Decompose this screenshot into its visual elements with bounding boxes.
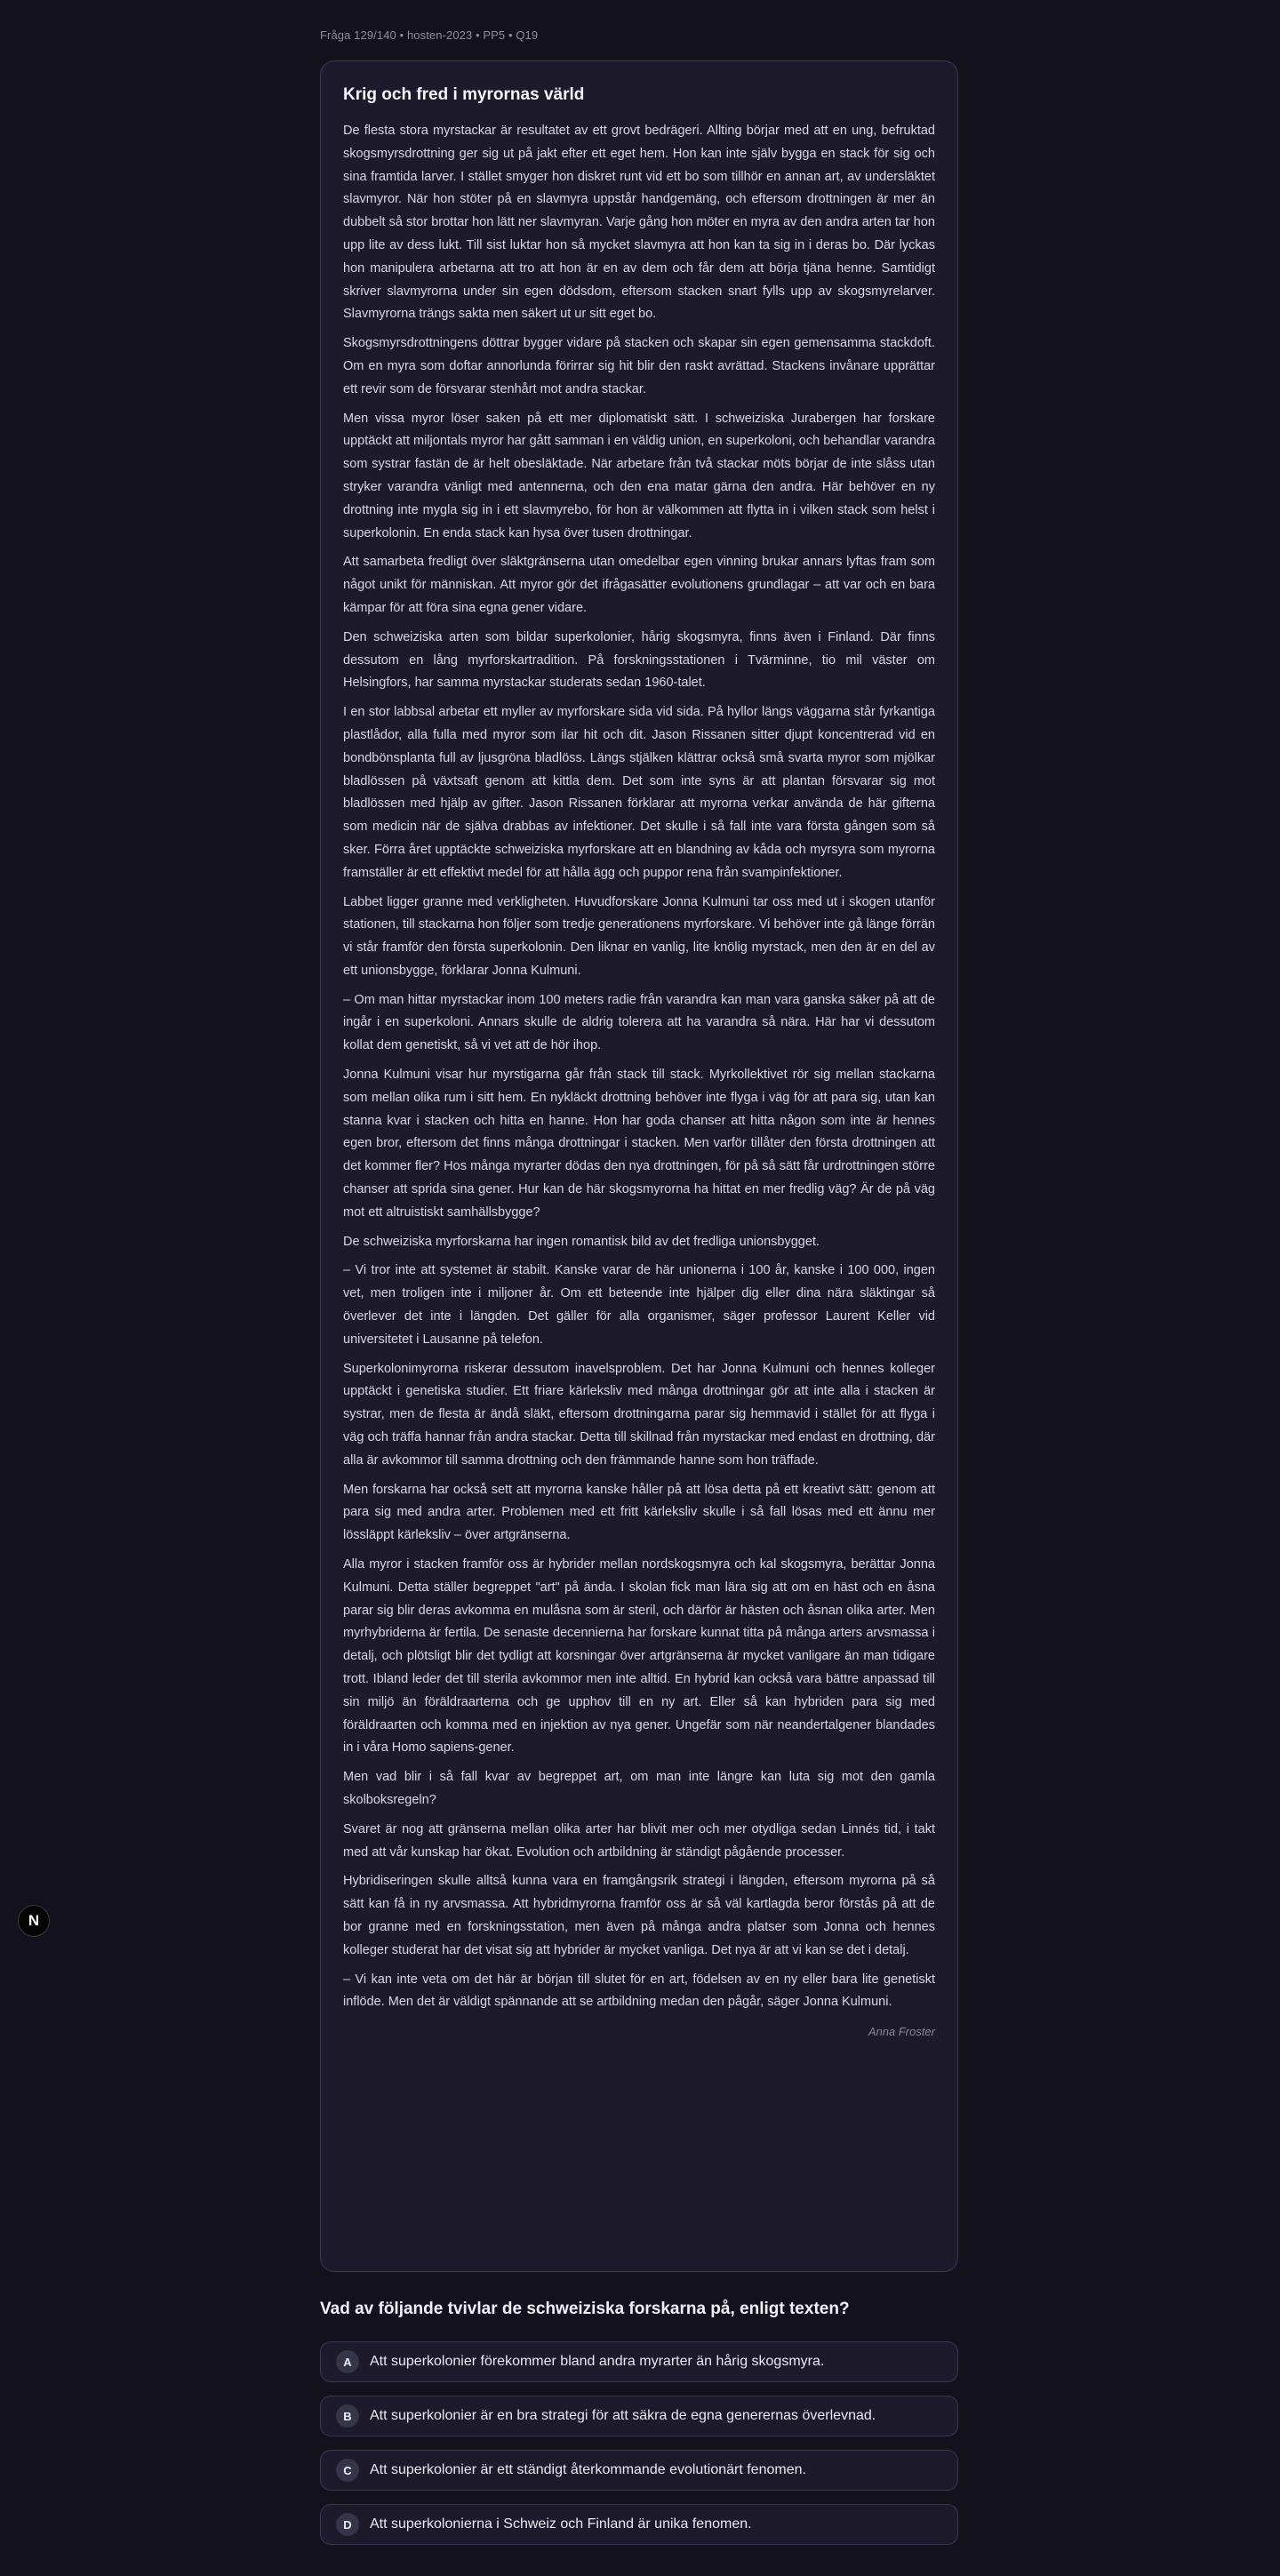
article-paragraph: Skogsmyrsdrottningens döttrar bygger vidare på stacken och skapar sin egen gemensamma stackdoft. Om en myra som doftar annorlunda förirrar sig hit blir den raskt avrättad. Stackens invånare upprättar ett revir som de försvarar stenhårt mot andra stackar. bbox=[343, 336, 935, 396]
option-text: Att superkolonierna i Schweiz och Finland är unika fenomen. bbox=[370, 2516, 752, 2532]
article-paragraph: – Vi kan inte veta om det här är början till slutet för en art, födelsen av en ny eller bara lite genetiskt inflöde. Men det är väldigt spännande att se artbildning medan den pågår, säger Jonna Kulmuni. bbox=[343, 1972, 935, 2010]
article-paragraph: Men vissa myror löser saken på ett mer diplomatiskt sätt. I schweiziska Jurabergen har forskare upptäckt att miljontals myror har gått samman i en väldig union, en superkoloni, och behandlar varandra som systrar fastän de är helt obesläktade. När arbetare från två stackar möts börjar de inte slåss utan stryker varandra vänligt med antennerna, och den ena matar gärna den andra. Här behöver en ny drottning inte mygla sig in i ett slavmyrebo, för hon är välkommen att flytta in i vilken stack som helst i superkolonin. En enda stack kan hysa över tusen drottningar. bbox=[343, 411, 935, 540]
article-paragraph: Jonna Kulmuni visar hur myrstigarna går från stack till stack. Myrkollektivet rör sig mellan stackarna som mellan olika rum i sitt hem. En nykläckt drottning behöver inte flyga i väg för att para sig, utan kan stanna kvar i stacken och hitta en hanne. Hon har goda chanser att hitta någon som inte är hennes egen bror, eftersom det finns många drottningar i stacken. Men varför tillåter den första drottningen att det kommer fler? Hos många myrarter dödas den nya drottningen, för på så sätt får urdrottningen större chanser att sprida sina gener. Hur kan de här skogsmyrorna ha hittat en mer fredlig väg? Är de på väg mot ett altruistiskt samhällsbygge? bbox=[343, 1068, 935, 1220]
option-text: Att superkolonier förekommer bland andra myrarter än hårig skogsmyra. bbox=[370, 2354, 825, 2369]
option-text: Att superkolonier är ett ständigt återkommande evolutionärt fenomen. bbox=[370, 2462, 806, 2477]
app-logo-icon[interactable]: N bbox=[18, 1905, 50, 1937]
article-title: Krig och fred i myrornas värld bbox=[343, 85, 585, 104]
article-paragraph: – Om man hittar myrstackar inom 100 meters radie från varandra kan man vara ganska säker på att de ingår i en superkoloni. Annars skulle de aldrig tolerera att ha varandra så nära. Här har vi dessutom kollat dem genetiskt, så vi vet att de hör ihop. bbox=[343, 992, 935, 1053]
article-paragraph: Alla myror i stacken framför oss är hybrider mellan nordskogsmyra och kal skogsmyra, berättar Jonna Kulmuni. Detta ställer begreppet "art" på ända. I skolan fick man lära sig att om en häst och en åsna parar sig blir deras avkomma en mulåsna som är steril, och därför är hästen och åsnan olika arter. Men myrhybriderna är fertila. De senaste decennierna har forskare kunnat titta på många arters arvsmassa i detalj, och plötsligt blir det tydligt att korsningar över artgränserna är mycket vanligare än man tidigare trott. Ibland leder det till sterila avkommor men inte alltid. En hybrid kan också vara bättre anpassad till sin miljö än föräldraarterna och ge upphov till en ny art. Eller så kan hybriden para sig med föräldraarten och komma med en injektion av nya gener. Ungefär som när neandertalgener blandades in i våra Homo sapiens-gener. bbox=[343, 1557, 935, 1756]
article-card bbox=[320, 60, 958, 2272]
answer-option-c[interactable] bbox=[320, 2450, 958, 2491]
article-paragraph: De flesta stora myrstackar är resultatet av ett grovt bedrägeri. Allting börjar med att en ung, befruktad skogsmyrsdrottning ger sig ut på jakt efter ett eget hem. Hon kan inte själv bygga en stack för sig och sina framtida larver. I stället smyger hon diskret runt vid ett bo som tillhör en annan art, av undersläktet slavmyror. När hon stöter på en slavmyra uppstår handgemäng, och eftersom drottningen är mer än dubbelt så stor brottar hon lätt ner slavmyran. Varje gång hon möter en myra av den andra arten tar hon upp lite av dess lukt. Till sist luktar hon så mycket slavmyra att hon kan ta sig in i deras bo. Där lyckas hon manipulera arbetarna att tro att hon är en av dem och får dem att börja tjäna henne. Samtidigt skriver slavmyrorna under sin egen dödsdom, eftersom stacken snart fylls upp av skogsmyrelarver. Slavmyrorna trängs sakta men säkert ut ur sitt eget bo. bbox=[343, 124, 935, 322]
question-meta: Fråga 129/140 • hosten-2023 • PP5 • Q19 bbox=[320, 28, 539, 42]
article-paragraph: Labbet ligger granne med verkligheten. Huvudforskare Jonna Kulmuni tar oss med ut i skogen utanför stationen, till stackarna hon följer som tredje generationens myrforskare. Vi behöver inte gå länge förrän vi står framför den första superkolonin. Den liknar en vanlig, lite knölig myrstack, men den är en del av ett unionsbygge, förklarar Jonna Kulmuni. bbox=[343, 894, 935, 978]
article-paragraph: Svaret är nog att gränserna mellan olika arter har blivit mer och mer otydliga sedan Linnés tid, i takt med att vår kunskap har ökat. Evolution och artbildning är ständigt pågående processer. bbox=[343, 1821, 935, 1860]
article-author: Anna Froster bbox=[868, 2025, 935, 2039]
answer-option-a[interactable] bbox=[320, 2341, 958, 2382]
article-paragraph: Den schweiziska arten som bildar superkolonier, hårig skogsmyra, finns även i Finland. Där finns dessutom en lång myrforskartradition. På forskningsstationen i Tvärminne, tio mil väster om Helsingfors, har samma myrstackar studerats sedan 1960-talet. bbox=[343, 629, 935, 691]
answer-options bbox=[320, 2341, 958, 2558]
article-paragraph: Superkolonimyrorna riskerar dessutom inavelsproblem. Det har Jonna Kulmuni och hennes kolleger upptäckt i genetiska studier. Ett friare kärleksliv med många drottningar gör att inte alla i stacken är systrar, men de flesta är ändå släkt, eftersom drottningarna parar sig hemmavid i stället för att flyga i väg och träffa hannar från andra stackar. Detta till skillnad från myrstackar med endast en drottning, där alla är avkommor till samma drottning och den främmande hanne som hon träffade. bbox=[343, 1361, 935, 1468]
article-paragraph: Att samarbeta fredligt över släktgränserna utan omedelbar egen vinning brukar annars lyftas fram som något unikt för människan. Att myror gör det ifrågasätter evolutionens grundlagar – att var och en bara kämpar för att föra sina egna gener vidare. bbox=[343, 555, 935, 615]
article-body bbox=[343, 120, 935, 2014]
article-paragraph: De schweiziska myrforskarna har ingen romantisk bild av det fredliga unionsbygget. bbox=[343, 1234, 820, 1249]
option-letter-badge: A bbox=[336, 2350, 359, 2373]
question-text: Vad av följande tvivlar de schweiziska forskarna på, enligt texten? bbox=[320, 2300, 850, 2318]
option-text: Att superkolonier är en bra strategi för att säkra de egna generernas överlevnad. bbox=[370, 2408, 876, 2423]
answer-option-d[interactable] bbox=[320, 2504, 958, 2545]
article-paragraph: I en stor labbsal arbetar ett myller av myrforskare sida vid sida. På hyllor längs väggarna står fyrkantiga plastlådor, alla fulla med myror som ilar hit och dit. Jason Rissanen sitter djupt koncentrerad vid en bondbönsplanta full av ljusgröna bladlöss. Längs stjälken klättrar också små svarta myror som mjölkar bladlössen på växtsaft genom att kittla dem. Det som inte syns är att plantan försvarar sig mot bladlössen med hjälp av gifter. Jason Rissanen förklarar att myrorna verkar använda de här gifterna som medicin när de själva drabbas av infektioner. Det skulle i så fall inte vara första gången som så sker. Förra året upptäckte schweiziska myrforskare att en blandning av kåda och myrsyra som myrorna framställer är ett effektivt medel för att hålla ägg och puppor rena från svampinfektioner. bbox=[343, 705, 935, 880]
article-paragraph: – Vi tror inte att systemet är stabilt. Kanske varar de här unionerna i 100 år, kanske i 100 000, ingen vet, men troligen inte i miljoner år. Om ett beteende inte hjälper dig eller dina nära släktingar så överlever det inte i längden. Det gäller för alla organismer, säger professor Laurent Keller vid universitetet i Lausanne på telefon. bbox=[343, 1263, 935, 1347]
article-paragraph: Men forskarna har också sett att myrorna kanske håller på att lösa detta på ett kreativt sätt: genom att para sig med andra arter. Problemen med ett fritt kärleksliv skulle i så fall lösas med ett ännu mer lössläppt kärleksliv – över artgränserna. bbox=[343, 1482, 935, 1543]
option-letter-badge: B bbox=[336, 2404, 359, 2428]
answer-option-b[interactable] bbox=[320, 2396, 958, 2436]
article-paragraph: Men vad blir i så fall kvar av begreppet art, om man inte längre kan luta sig mot den gamla skolboksregeln? bbox=[343, 1770, 935, 1807]
article-paragraph: Hybridiseringen skulle alltså kunna vara en framgångsrik strategi i längden, eftersom myrorna på så sätt kan få in ny arvsmassa. Att hybridmyrorna framför oss är så väl kartlagda beror förstås på att de bor granne med en forskningsstation, men även på många andra platser som Jonna och hennes kolleger studerat har det visat sig att hybrider är mycket vanliga. Det nya är att vi kan se det i detalj. bbox=[343, 1874, 935, 1957]
option-letter-badge: C bbox=[336, 2459, 359, 2482]
option-letter-badge: D bbox=[336, 2513, 359, 2536]
